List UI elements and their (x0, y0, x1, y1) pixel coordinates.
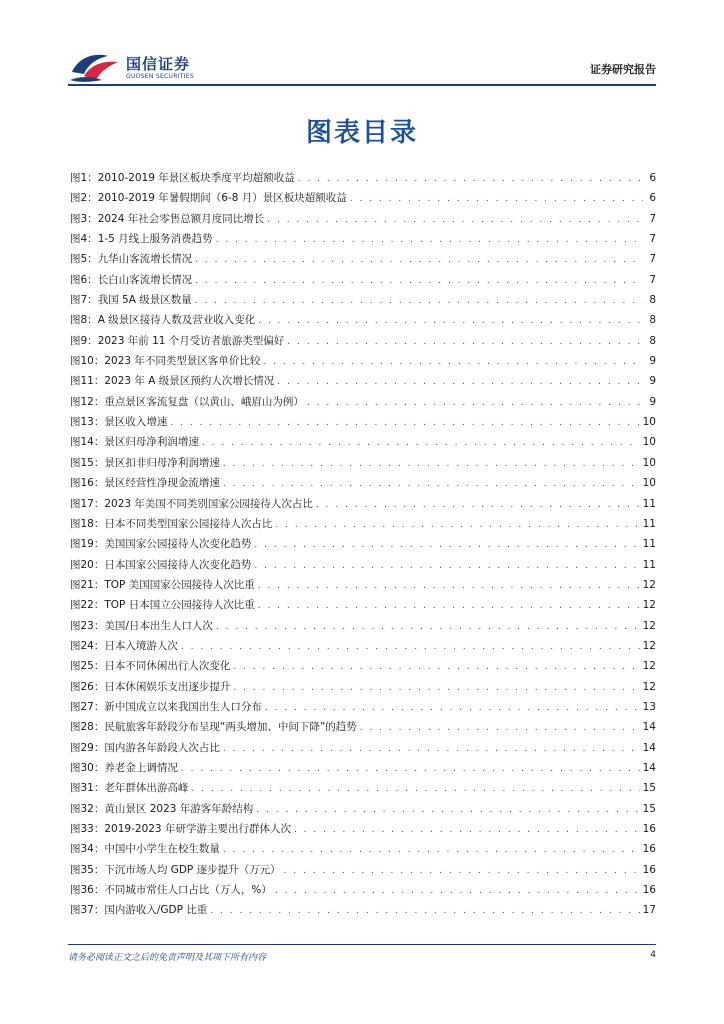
toc-figure-title: 老年群体出游高峰 (104, 782, 189, 795)
toc-leader-dots (294, 820, 640, 840)
toc-page-number: 7 (649, 253, 656, 266)
toc-page-number: 13 (642, 700, 656, 713)
toc-figure-title: TOP 日本国立公园接待人次比重 (104, 599, 255, 612)
toc-leader-dots (202, 433, 640, 453)
toc-page-number: 16 (642, 823, 656, 835)
toc-entry[interactable] (70, 432, 656, 452)
toc-figure-title: 重点景区客流复盘（以黄山、峨眉山为例） (104, 395, 304, 408)
guosen-logo (68, 50, 198, 84)
toc-figure-title: 2023 年不同类型景区客单价比较 (104, 355, 261, 368)
toc-leader-dots (275, 881, 640, 901)
report-type-label: 证券研究报告 (590, 63, 656, 76)
toc-page-number: 8 (649, 334, 656, 347)
toc-entry[interactable] (70, 351, 656, 371)
toc-figure-title: 2010-2019 年暑假期间（6-8 月）景区板块超额收益 (97, 192, 347, 205)
toc-page-number: 12 (642, 639, 656, 652)
toc-leader-dots (265, 698, 640, 718)
toc-entry[interactable] (70, 616, 656, 636)
toc-page-number: 16 (642, 843, 656, 856)
toc-page-number: 6 (649, 172, 656, 184)
toc-figure-title: 日本不同类型国家公园接待人次占比 (104, 517, 273, 530)
toc-leader-dots (287, 332, 643, 352)
toc-figure-title: 九华山客流增长情况 (97, 253, 193, 266)
toc-figure-title: 2024 年社会零售总额月度同比增长 (97, 212, 265, 225)
toc-figure-number: 图28： (70, 721, 105, 734)
toc-figure-number: 图8： (70, 314, 98, 327)
toc-figure-number: 图29： (70, 741, 105, 754)
toc-entry[interactable] (70, 209, 656, 229)
toc-figure-number: 图16： (70, 477, 105, 490)
toc-entry[interactable] (70, 514, 656, 534)
toc-figure-title: 景区归母净利润增速 (104, 436, 199, 449)
toc-figure-number: 图33： (70, 823, 105, 835)
toc-leader-dots (195, 271, 643, 291)
toc-figure-title: 2023 年前 11 个月受访者旅游类型偏好 (97, 334, 285, 347)
toc-entry[interactable] (70, 453, 656, 473)
toc-entry[interactable] (70, 229, 656, 249)
toc-entry[interactable] (70, 188, 656, 208)
toc-entry[interactable] (70, 697, 656, 717)
toc-leader-dots (210, 901, 639, 921)
toc-leader-dots (191, 779, 639, 799)
figure-toc (70, 168, 656, 921)
toc-leader-dots (181, 759, 640, 779)
toc-figure-title: 下沉市场人均 GDP 逐步提升（万元） (104, 863, 281, 876)
toc-figure-number: 图15： (70, 456, 105, 469)
toc-figure-number: 图22： (70, 599, 105, 612)
page-title: 图表目录 (305, 118, 418, 148)
toc-page-number: 12 (642, 619, 656, 632)
toc-entry[interactable] (70, 270, 656, 290)
toc-figure-title: 养老金上调情况 (104, 761, 178, 774)
toc-figure-title: 景区经营性净现金流增速 (104, 477, 220, 490)
toc-entry[interactable] (70, 799, 656, 819)
toc-page-number: 10 (642, 416, 656, 429)
toc-leader-dots (267, 210, 643, 230)
page-header (68, 48, 656, 86)
toc-page-number: 7 (649, 273, 656, 286)
toc-figure-title: 2023 年 A 级景区预约人次增长情况 (104, 375, 275, 388)
toc-figure-number: 图7： (70, 294, 98, 307)
toc-figure-number: 图19： (70, 538, 105, 551)
toc-page-number: 12 (642, 680, 656, 693)
toc-figure-number: 图24： (70, 639, 105, 652)
toc-page-number: 12 (642, 599, 656, 612)
toc-entry[interactable] (70, 534, 656, 554)
toc-figure-title: TOP 美国国家公园接待人次比重 (104, 578, 255, 591)
toc-page-number: 11 (642, 538, 656, 551)
toc-page-number: 9 (649, 375, 656, 388)
toc-entry[interactable] (70, 331, 656, 351)
toc-figure-number: 图1： (70, 172, 98, 184)
toc-page-number: 14 (642, 761, 656, 774)
toc-leader-dots (284, 861, 640, 881)
toc-entry[interactable] (70, 636, 656, 656)
toc-figure-title: 美国国家公园接待人次变化趋势 (104, 538, 252, 551)
toc-page-number: 8 (649, 314, 656, 327)
toc-entry[interactable] (70, 494, 656, 514)
toc-leader-dots (350, 189, 643, 209)
toc-leader-dots (275, 515, 639, 535)
toc-page-number: 10 (642, 456, 656, 469)
toc-page-number: 9 (649, 395, 656, 408)
toc-leader-dots (360, 718, 640, 738)
toc-figure-title: 1-5 月线上服务消费趋势 (97, 233, 213, 246)
toc-page-number: 14 (642, 721, 656, 734)
toc-figure-number: 图14： (70, 436, 105, 449)
toc-page-number: 9 (649, 355, 656, 368)
toc-leader-dots (223, 454, 640, 474)
toc-leader-dots (263, 352, 643, 372)
toc-page-number: 17 (642, 904, 656, 917)
toc-page-number: 15 (642, 802, 656, 815)
toc-figure-title: 2023 年美国不同类别国家公园接待人次占比 (104, 497, 313, 510)
toc-entry[interactable] (70, 717, 656, 737)
toc-leader-dots (233, 678, 639, 698)
toc-leader-dots (254, 556, 639, 576)
toc-figure-title: 黄山景区 2023 年游客年龄结构 (104, 802, 254, 815)
toc-leader-dots (216, 617, 640, 637)
toc-entry[interactable] (70, 860, 656, 880)
toc-entry[interactable] (70, 738, 656, 758)
toc-leader-dots (254, 535, 639, 555)
toc-figure-number: 图18： (70, 517, 105, 530)
toc-page-number: 6 (649, 192, 656, 205)
toc-figure-title: 景区扣非归母净利润增速 (104, 456, 220, 469)
toc-figure-title: 我国 5A 级景区数量 (97, 294, 192, 307)
toc-page-number: 12 (642, 578, 656, 591)
toc-figure-number: 图9： (70, 334, 98, 347)
toc-entry[interactable] (70, 249, 656, 269)
toc-leader-dots (223, 840, 640, 860)
toc-figure-number: 图12： (70, 395, 105, 408)
toc-entry[interactable] (70, 900, 656, 920)
toc-leader-dots (298, 169, 643, 189)
toc-leader-dots (258, 596, 640, 616)
toc-figure-number: 图35： (70, 863, 105, 876)
toc-figure-number: 图6： (70, 273, 98, 286)
brand-name-cn: 国信证券 (126, 55, 191, 73)
toc-page-number: 10 (642, 436, 656, 449)
toc-entry[interactable] (70, 412, 656, 432)
toc-entry[interactable] (70, 758, 656, 778)
toc-entry[interactable] (70, 310, 656, 330)
toc-figure-title: 新中国成立以来我国出生人口分布 (104, 700, 262, 713)
toc-figure-number: 图26： (70, 680, 105, 693)
toc-figure-title: 景区收入增速 (104, 416, 168, 429)
toc-leader-dots (216, 230, 643, 250)
toc-page-number: 7 (649, 233, 656, 246)
toc-entry[interactable] (70, 880, 656, 900)
toc-leader-dots (256, 800, 639, 820)
toc-figure-title: 不同城市常住人口占比（万人，%） (104, 884, 272, 897)
toc-figure-number: 图25： (70, 660, 105, 673)
toc-entry[interactable] (70, 656, 656, 676)
toc-figure-title: 中国中小学生在校生数量 (104, 843, 220, 856)
toc-entry[interactable] (70, 819, 656, 839)
toc-page-number: 11 (642, 558, 656, 571)
toc-entry[interactable] (70, 555, 656, 575)
toc-figure-title: 民航旅客年龄段分布呈现“两头增加、中间下降”的趋势 (104, 721, 357, 734)
toc-figure-number: 图20： (70, 558, 105, 571)
brand-name-en: GUOSEN SECURITIES (126, 73, 195, 80)
toc-entry[interactable] (70, 677, 656, 697)
toc-leader-dots (223, 474, 640, 494)
toc-figure-number: 图17： (70, 497, 105, 510)
toc-figure-number: 图3： (70, 212, 98, 225)
toc-figure-number: 图21： (70, 578, 105, 591)
header-divider (68, 84, 656, 86)
toc-page-number: 16 (642, 863, 656, 876)
toc-leader-dots (195, 291, 643, 311)
toc-figure-number: 图36： (70, 884, 105, 897)
toc-leader-dots (170, 413, 639, 433)
toc-leader-dots (233, 657, 639, 677)
toc-leader-dots (307, 393, 643, 413)
toc-figure-title: 2010-2019 年景区板块季度平均超额收益 (97, 172, 295, 184)
toc-entry[interactable] (70, 839, 656, 859)
toc-entry[interactable] (70, 392, 656, 412)
toc-figure-number: 图13： (70, 416, 105, 429)
toc-figure-title: 日本不同休闲出行人次变化 (104, 660, 231, 673)
guosen-logo-icon (68, 50, 122, 84)
toc-leader-dots (258, 311, 643, 331)
toc-figure-number: 图34： (70, 843, 105, 856)
toc-figure-title: 国内游各年龄段人次占比 (104, 741, 220, 754)
toc-page-number: 15 (642, 782, 656, 795)
toc-leader-dots (195, 250, 643, 270)
footer-divider (68, 944, 656, 945)
toc-page-number: 10 (642, 477, 656, 490)
toc-page-number: 14 (642, 741, 656, 754)
toc-figure-number: 图37： (70, 904, 105, 917)
toc-figure-title: 长白山客流增长情况 (97, 273, 193, 286)
toc-figure-title: 2019-2023 年研学游主要出行群体人次 (104, 823, 291, 835)
toc-figure-title: 日本入境游人次 (104, 639, 178, 652)
toc-figure-title: 日本国家公园接待人次变化趋势 (104, 558, 252, 571)
toc-figure-number: 图31： (70, 782, 105, 795)
toc-entry[interactable] (70, 473, 656, 493)
toc-leader-dots (316, 495, 640, 515)
toc-figure-title: A 级景区接待人数及营业收入变化 (97, 314, 256, 327)
toc-figure-number: 图11： (70, 375, 105, 388)
toc-leader-dots (258, 576, 640, 596)
toc-page-number: 16 (642, 884, 656, 897)
toc-page-number: 11 (642, 497, 656, 510)
toc-entry[interactable] (70, 575, 656, 595)
toc-entry[interactable] (70, 778, 656, 798)
toc-page-number: 12 (642, 660, 656, 673)
toc-figure-number: 图30： (70, 761, 105, 774)
toc-leader-dots (277, 372, 643, 392)
toc-figure-number: 图2： (70, 192, 98, 205)
toc-page-number: 11 (642, 517, 656, 530)
toc-figure-title: 国内游收入/GDP 比重 (104, 904, 208, 917)
toc-page-number: 8 (649, 294, 656, 307)
toc-figure-title: 日本休闲娱乐支出逐步提升 (104, 680, 231, 693)
toc-entry[interactable] (70, 595, 656, 615)
toc-entry[interactable] (70, 168, 656, 188)
footer-disclaimer: 请务必阅读正文之后的免责声明及其项下所有内容 (68, 953, 267, 963)
toc-entry[interactable] (70, 371, 656, 391)
toc-figure-number: 图27： (70, 700, 105, 713)
toc-figure-number: 图4： (70, 233, 98, 246)
toc-leader-dots (223, 739, 640, 759)
toc-figure-title: 美国/日本出生人口人次 (104, 619, 213, 632)
toc-figure-number: 图5： (70, 253, 98, 266)
toc-page-number: 7 (649, 212, 656, 225)
toc-entry[interactable] (70, 290, 656, 310)
page-number: 4 (650, 950, 656, 960)
toc-figure-number: 图23： (70, 619, 105, 632)
toc-figure-number: 图32： (70, 802, 105, 815)
toc-figure-number: 图10： (70, 355, 105, 368)
toc-leader-dots (181, 637, 640, 657)
